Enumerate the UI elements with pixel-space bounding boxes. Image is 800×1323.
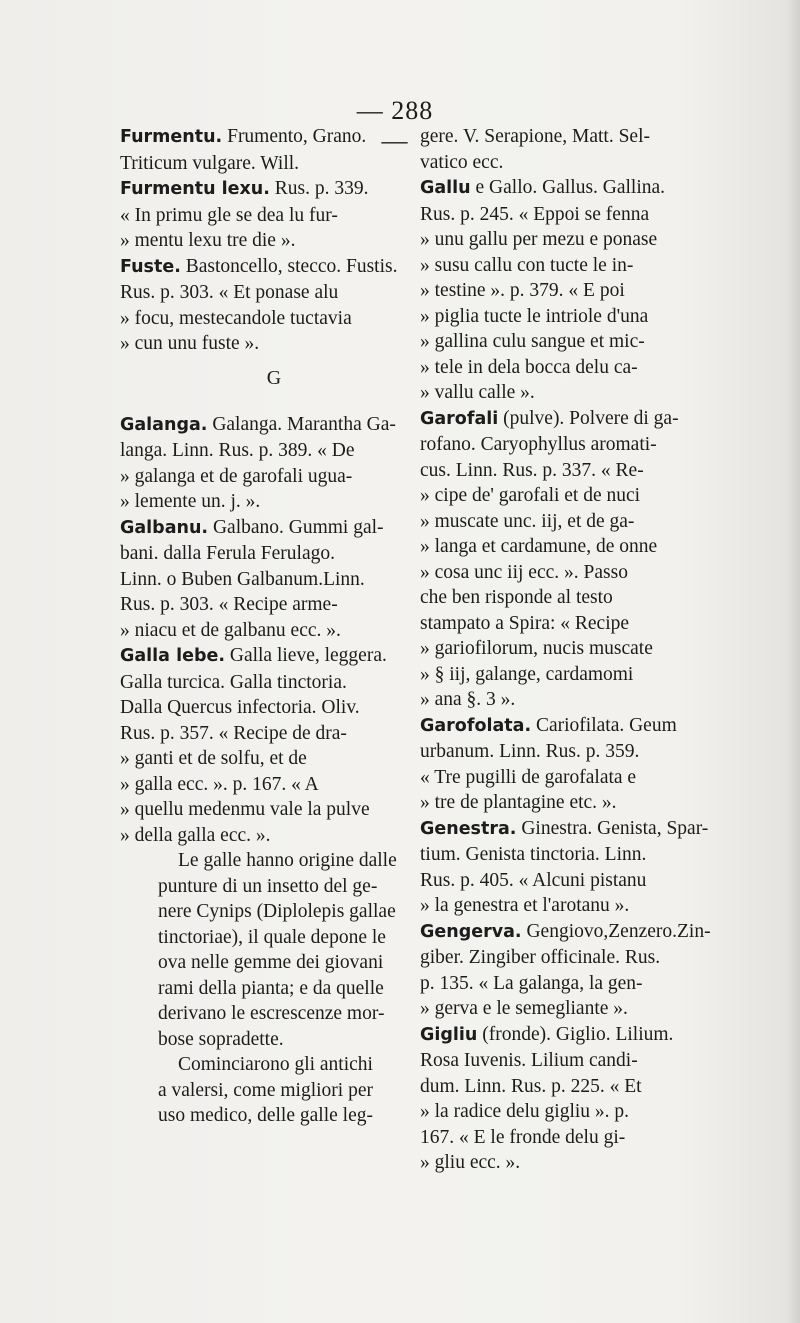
entry-line: Linn. o Buben Galbanum.Linn. <box>120 568 365 590</box>
entry-line: Rosa Iuvenis. Lilium candi- <box>420 1050 638 1071</box>
paragraph-line: tinctoriae), il quale depone le <box>158 926 386 948</box>
entry-headword: Gengerva. <box>420 921 522 942</box>
entry-line: » cun unu fuste ». <box>120 333 260 354</box>
entry-line: langa. Linn. Rus. p. 389. « De <box>120 440 355 461</box>
entry-line: Rus. p. 405. « Alcuni pistanu <box>420 869 647 891</box>
entry-line: » gallina culu sangue et mic- <box>420 331 645 352</box>
entry-headword: Gallu <box>420 178 471 198</box>
paragraph-line: rami della pianta; e da quelle <box>158 977 384 999</box>
entry-line: » mentu lexu tre die ». <box>120 230 296 251</box>
entry-headword: Galbanu. <box>120 517 209 538</box>
entry-line: stampato a Spira: « Recipe <box>420 612 630 634</box>
entry-line: » gliu ecc. ». <box>420 1152 521 1173</box>
entry-line: Rus. p. 245. « Eppoi se fenna <box>420 203 650 225</box>
entry-line: » piglia tucte le intriole d'una <box>420 305 649 327</box>
entry-line: « In primu gle se dea lu fur- <box>120 204 338 226</box>
left-entries-after-heading <box>120 412 408 849</box>
dictionary-entry <box>120 176 408 254</box>
entry-line: Galla lebe. Galla lieve, leggera. <box>120 645 387 666</box>
entry-line: » cipe de' garofali et de nuci <box>420 485 641 506</box>
entry-headword: Furmentu lexu. <box>120 179 270 199</box>
entry-line: cus. Linn. Rus. p. 337. « Re- <box>420 459 644 481</box>
entry-line: » muscate unc. iij, et de ga- <box>420 510 635 532</box>
entry-line: Rus. p. 303. « Et ponase alu <box>120 282 339 303</box>
entry-line: » lemente un. j. ». <box>120 491 261 512</box>
entry-line: » della galla ecc. ». <box>120 824 271 846</box>
dictionary-entry <box>120 254 408 357</box>
commentary-paragraph <box>120 1052 408 1129</box>
entry-line: » focu, mestecandole tuctavia <box>120 307 352 329</box>
entry-line: Gallu e Gallo. Gallus. Gallina. <box>420 177 666 198</box>
entry-line: rofano. Caryophyllus aromati- <box>420 434 657 455</box>
entry-line: Garofali (pulve). Polvere di ga- <box>420 407 679 429</box>
entry-line: Furmentu. Frumento, Grano. <box>120 126 367 147</box>
entry-line: Galla turcica. Galla tinctoria. <box>120 671 347 693</box>
entry-line: dum. Linn. Rus. p. 225. « Et <box>420 1075 642 1097</box>
entry-line: » ganti et de solfu, et de <box>120 748 307 769</box>
entry-line: » testine ». p. 379. « E poi <box>420 280 625 301</box>
entry-headword: Garofali <box>420 408 499 429</box>
left-entries-before-heading <box>120 124 408 357</box>
entry-line: p. 135. « La galanga, la gen- <box>420 972 643 994</box>
entry-line: giber. Zingiber officinale. Rus. <box>420 947 661 968</box>
paragraph-line: Le galle hanno origine dalle <box>178 850 397 871</box>
entry-line: Triticum vulgare. Will. <box>120 152 300 174</box>
entry-line: » susu callu con tucte le in- <box>420 254 634 276</box>
dictionary-entry <box>120 515 408 644</box>
page-number: — 288 — <box>356 96 434 155</box>
entry-line: gere. V. Serapione, Matt. Sel- <box>420 126 650 147</box>
entry-line: » § iij, galange, cardamomi <box>420 663 634 685</box>
entry-line: Dalla Quercus infectoria. Oliv. <box>120 697 360 718</box>
dictionary-entry <box>120 124 408 176</box>
dictionary-entry <box>420 406 712 713</box>
entry-line: vatico ecc. <box>420 151 504 173</box>
entry-line: tium. Genista tinctoria. Linn. <box>420 844 647 865</box>
entry-line: 167. « E le fronde delu gi- <box>420 1126 626 1148</box>
paragraph-line: Cominciarono gli antichi <box>178 1054 373 1075</box>
section-letter-heading: G <box>266 366 282 389</box>
entry-headword: Fuste. <box>120 256 181 277</box>
entry-line: Genestra. Ginestra. Genista, Spar- <box>420 817 709 839</box>
dictionary-entry <box>420 175 712 406</box>
paragraph-line: uso medico, delle galle leg- <box>158 1105 373 1126</box>
entry-headword: Galla lebe. <box>120 646 225 666</box>
entry-line: che ben risponde al testo <box>420 587 613 608</box>
entry-line: » niacu et de galbanu ecc. ». <box>120 619 341 641</box>
entry-line: » galanga et de garofali ugua- <box>120 465 353 487</box>
entry-headword: Genestra. <box>420 818 517 839</box>
paragraph-line: punture di un insetto del ge- <box>158 875 378 897</box>
right-entries <box>420 124 712 1176</box>
entry-line: » ana §. 3 ». <box>420 689 516 710</box>
page-edge-shadow <box>786 0 800 1323</box>
entry-line: » la genestra et l'arotanu ». <box>420 895 630 916</box>
dictionary-entry <box>420 124 712 175</box>
entry-line: urbanum. Linn. Rus. p. 359. <box>420 741 640 762</box>
entry-line: Furmentu lexu. Rus. p. 339. <box>120 178 369 199</box>
dictionary-entry <box>120 412 408 515</box>
entry-line: Garofolata. Cariofilata. Geum <box>420 714 677 736</box>
entry-headword: Galanga. <box>120 414 208 435</box>
entry-line: bani. dalla Ferula Ferulago. <box>120 543 335 564</box>
entry-line: » vallu calle ». <box>420 382 535 403</box>
entry-line: Gigliu (fronde). Giglio. Lilium. <box>420 1023 674 1045</box>
entry-line: Gengerva. Gengiovo,Zenzero.Zin- <box>420 920 711 942</box>
paragraph-line: ova nelle gemme dei giovani <box>158 952 384 973</box>
entry-headword: Gigliu <box>420 1024 478 1045</box>
entry-line: » tele in dela bocca delu ca- <box>420 356 638 378</box>
entry-line: Rus. p. 303. « Recipe arme- <box>120 594 338 615</box>
dictionary-entry <box>420 713 712 816</box>
entry-line: « Tre pugilli de garofalata e <box>420 766 637 788</box>
left-column <box>120 124 408 1129</box>
dictionary-entry <box>120 643 408 848</box>
entry-line: » gerva e le semegliante ». <box>420 998 628 1019</box>
commentary-paragraph <box>120 848 408 1052</box>
entry-line: Galbanu. Galbano. Gummi gal- <box>120 516 384 538</box>
entry-line: Galanga. Galanga. Marantha Ga- <box>120 413 396 435</box>
dictionary-entry <box>420 816 712 919</box>
paragraph-line: derivano le escrescenze mor- <box>158 1003 385 1024</box>
entry-line: » la radice delu gigliu ». p. <box>420 1101 630 1122</box>
entry-line: Rus. p. 357. « Recipe de dra- <box>120 722 347 744</box>
entry-line: Fuste. Bastoncello, stecco. Fustis. <box>120 255 398 277</box>
paragraph-line: a valersi, come migliori per <box>158 1079 373 1101</box>
entry-line: » langa et cardamune, de onne <box>420 536 658 557</box>
entry-line: » galla ecc. ». p. 167. « A <box>120 773 319 795</box>
entry-line: » unu gallu per mezu e ponase <box>420 229 658 250</box>
right-column <box>420 124 712 1176</box>
dictionary-entry <box>420 919 712 1022</box>
entry-line: » cosa unc iij ecc. ». Passo <box>420 561 628 583</box>
entry-line: » tre de plantagine etc. ». <box>420 792 617 813</box>
entry-headword: Furmentu. <box>120 127 223 147</box>
left-commentary <box>120 848 408 1129</box>
dictionary-entry <box>420 1022 712 1176</box>
entry-headword: Garofolata. <box>420 715 532 736</box>
paragraph-line: bose sopradette. <box>158 1028 284 1050</box>
entry-line: » gariofilorum, nucis muscate <box>420 638 653 659</box>
entry-line: » quellu medenmu vale la pulve <box>120 799 370 820</box>
paragraph-line: nere Cynips (Diplolepis gallae <box>158 901 396 922</box>
